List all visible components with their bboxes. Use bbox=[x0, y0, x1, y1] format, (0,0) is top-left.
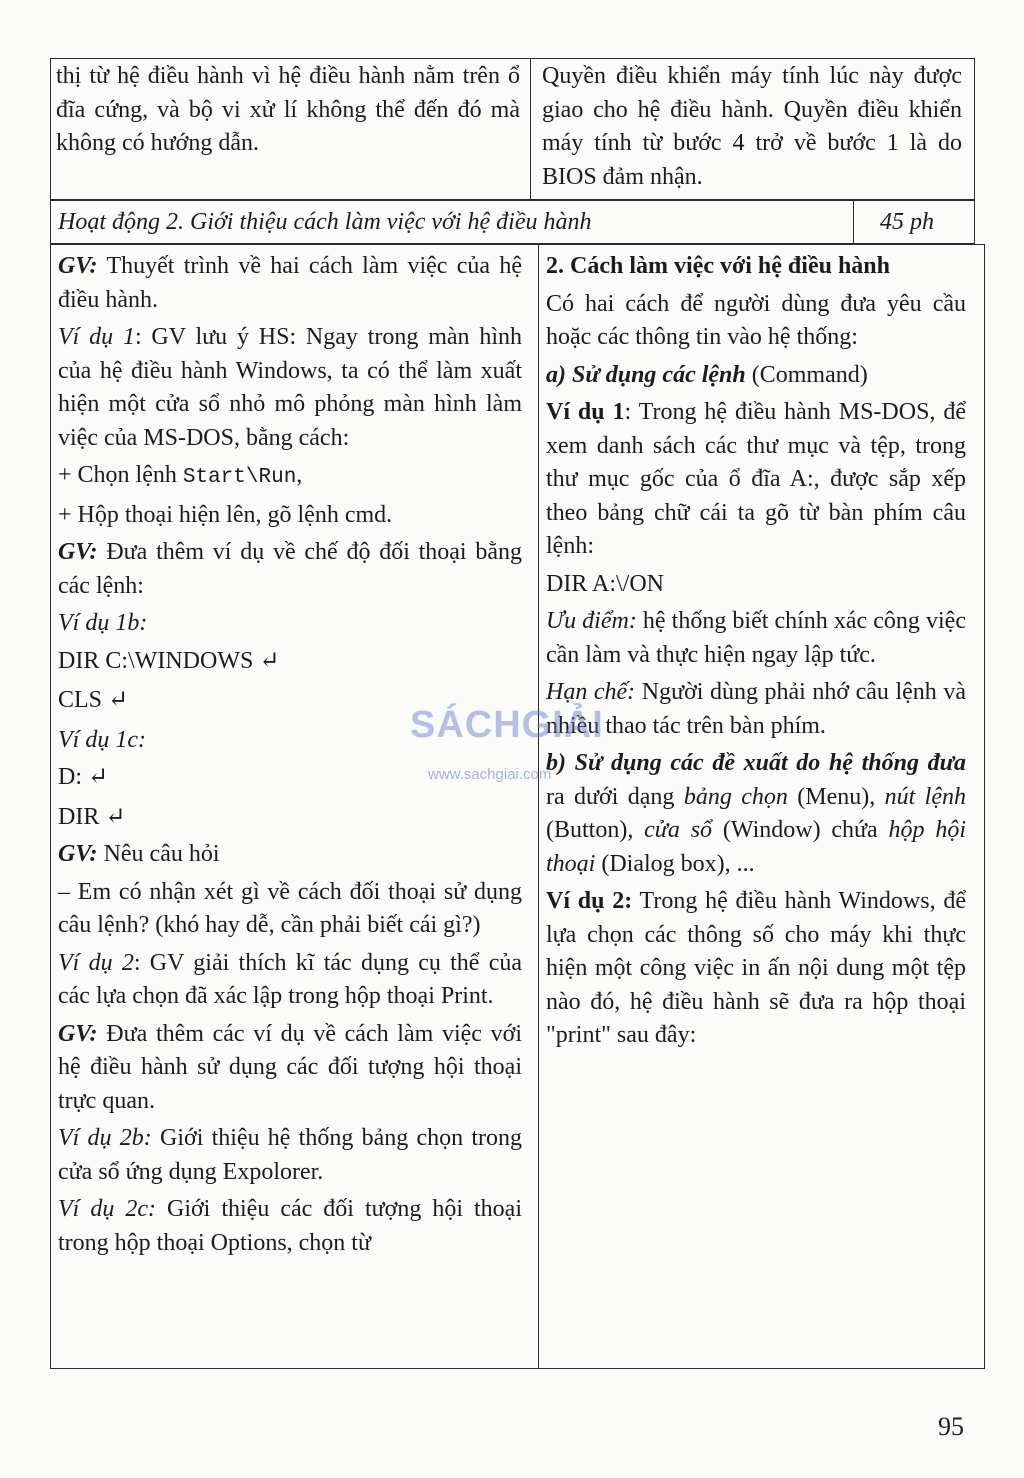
r-ex1-text: : Trong hệ điều hành MS-DOS, để xem danh sách các thư mục và tệp, trong thư mục gốc của ổ đĩa A:, được sắp xếp theo bảng chữ cái ta gõ từ bàn phím câu lệnh: bbox=[546, 399, 966, 559]
limitation-label: Hạn chế: bbox=[546, 679, 636, 705]
left-question: – Em có nhận xét gì về cách đối thoại sử dụng câu lệnh? (khó hay dễ, cần phải biết cái gì?) bbox=[58, 878, 522, 938]
menu-term: bảng chọn bbox=[683, 783, 788, 810]
gv-label: GV: bbox=[58, 1020, 98, 1047]
ex2c-text: Giới thiệu các đối tượng hội thoại trong hộp thoại Options, chọn từ bbox=[58, 1196, 522, 1256]
button-term: nút lệnh bbox=[884, 783, 966, 810]
command-2: CLS ↵ bbox=[58, 687, 129, 713]
ex1b-label: Ví dụ 1b: bbox=[58, 610, 148, 636]
watermark-url: www.sachgiai.com bbox=[428, 766, 552, 783]
top-right-text: Quyền điều khiển máy tính lúc này được giao cho hệ điều hành. Quyền điều khiển máy tính từ bước 4 trở về bước 1 là do BIOS đảm nhận. bbox=[542, 63, 962, 190]
page-number: 95 bbox=[938, 1412, 964, 1441]
method-b-t4: (Window) chứa bbox=[712, 817, 889, 843]
window-term: cửa sổ bbox=[644, 817, 713, 843]
right-advantage bbox=[546, 605, 966, 672]
command-4: DIR ↵ bbox=[58, 803, 126, 830]
method-b-t2: (Menu), bbox=[787, 783, 885, 810]
method-b-t5: (Dialog box), ... bbox=[595, 850, 755, 877]
step1-prefix: + Chọn lệnh bbox=[58, 462, 183, 488]
advantage-label: Ưu điểm: bbox=[546, 608, 637, 634]
limitation-text: Người dùng phải nhớ câu lệnh và nhiều thao tác trên bàn phím. bbox=[546, 679, 966, 739]
top-right-cell bbox=[542, 60, 962, 198]
left-p2-text: Đưa thêm ví dụ về chế độ đối thoại bằng các lệnh: bbox=[58, 539, 523, 599]
right-limitation bbox=[546, 676, 966, 743]
watermark-logo-text: SÁCHGIẢI bbox=[410, 704, 604, 746]
method-a-suffix: (Command) bbox=[745, 361, 868, 388]
left-step-2: + Hộp thoại hiện lên, gõ lệnh cmd. bbox=[58, 501, 393, 528]
left-example-2c bbox=[58, 1193, 522, 1260]
right-intro: Có hai cách để người dùng đưa yêu cầu hoặc các thông tin vào hệ thống: bbox=[546, 290, 966, 350]
step1-suffix: , bbox=[296, 462, 303, 488]
main-table-divider bbox=[538, 244, 539, 1369]
left-p3-text: Nêu câu hỏi bbox=[103, 841, 220, 867]
left-p4-text: Đưa thêm các ví dụ về cách làm việc với hệ điều hành sử dụng các đối tượng hội thoại trực quan. bbox=[58, 1020, 523, 1114]
left-example-1 bbox=[58, 321, 522, 455]
right-method-a bbox=[546, 359, 966, 393]
advantage-text: hệ thống biết chính xác công việc cần làm và thực hiện ngay lập tức. bbox=[546, 608, 966, 668]
watermark bbox=[410, 700, 604, 790]
activity-duration: 45 ph bbox=[880, 209, 934, 235]
left-step-1 bbox=[58, 459, 522, 495]
right-column bbox=[546, 250, 966, 1057]
method-b-t1: ra dưới dạng bbox=[546, 783, 684, 810]
left-example-2b bbox=[58, 1122, 522, 1189]
right-example-2 bbox=[546, 885, 966, 1053]
ex2-text: : GV giải thích kĩ tác dụng cụ thể của các lựa chọn đã xác lập trong hộp thoại Print. bbox=[58, 949, 523, 1009]
gv-label: GV: bbox=[58, 539, 98, 565]
right-method-b bbox=[546, 747, 966, 881]
ex2b-label: Ví dụ 2b: bbox=[58, 1125, 152, 1151]
gv-label: GV: bbox=[58, 253, 98, 279]
top-left-text: thị từ hệ điều hành vì hệ điều hành nằm trên ổ đĩa cứng, và bộ vi xử lí không thể đến đó mà không có hướng dẫn. bbox=[56, 63, 520, 156]
ex2b-text: Giới thiệu hệ thống bảng chọn trong cửa sổ ứng dụng Expolorer. bbox=[58, 1125, 522, 1185]
left-para-3 bbox=[58, 838, 522, 872]
dialog-term: hộp hội thoại bbox=[546, 817, 967, 877]
right-example-1 bbox=[546, 396, 966, 564]
left-para-1 bbox=[58, 250, 522, 317]
method-b-t3: (Button), bbox=[546, 817, 645, 843]
ex1-text: : GV lưu ý HS: Ngay trong màn hình của hệ điều hành Windows, ta có thể làm xuất hiện một cửa sổ nhỏ mô phỏng màn hình làm việc của MS-DOS, bằng cách: bbox=[58, 324, 522, 451]
left-p1-text: Thuyết trình về hai cách làm việc của hệ điều hành. bbox=[58, 253, 522, 313]
ex2c-label: Ví dụ 2c: bbox=[58, 1196, 156, 1222]
r-ex1-label: Ví dụ 1 bbox=[546, 399, 625, 425]
r-ex2-text: Trong hệ điều hành Windows, để lựa chọn các thông số cho máy khi thực hiện một công việc in ấn nội dung một tệp nào đó, hệ điều hành sẽ đưa ra hộp thoại "print" sau đây: bbox=[546, 888, 966, 1048]
command-3: D: ↵ bbox=[58, 764, 109, 790]
right-command: DIR A:\/ON bbox=[546, 570, 665, 597]
ex1-label: Ví dụ 1 bbox=[58, 324, 135, 350]
activity-divider bbox=[853, 200, 854, 244]
activity-title: Hoạt động 2. Giới thiệu cách làm việc với hệ điều hành bbox=[58, 209, 592, 235]
method-a-label: a) Sử dụng các lệnh bbox=[546, 361, 746, 388]
method-b-label: b) Sử dụng các đề xuất do hệ thống đưa bbox=[546, 750, 966, 776]
left-para-2 bbox=[58, 536, 522, 603]
ex2-label: Ví dụ 2 bbox=[58, 949, 134, 976]
left-para-4 bbox=[58, 1018, 522, 1119]
section-heading: 2. Cách làm việc với hệ điều hành bbox=[546, 253, 890, 279]
top-left-cell bbox=[56, 60, 520, 165]
start-run-command: Start\Run bbox=[182, 466, 297, 489]
command-1: DIR C:\WINDOWS ↵ bbox=[58, 647, 280, 674]
ex1c-label: Ví dụ 1c: bbox=[58, 726, 146, 753]
gv-label: GV: bbox=[58, 841, 98, 867]
left-example-2 bbox=[58, 947, 522, 1014]
top-table-divider bbox=[530, 58, 531, 200]
r-ex2-label: Ví dụ 2: bbox=[546, 888, 633, 914]
